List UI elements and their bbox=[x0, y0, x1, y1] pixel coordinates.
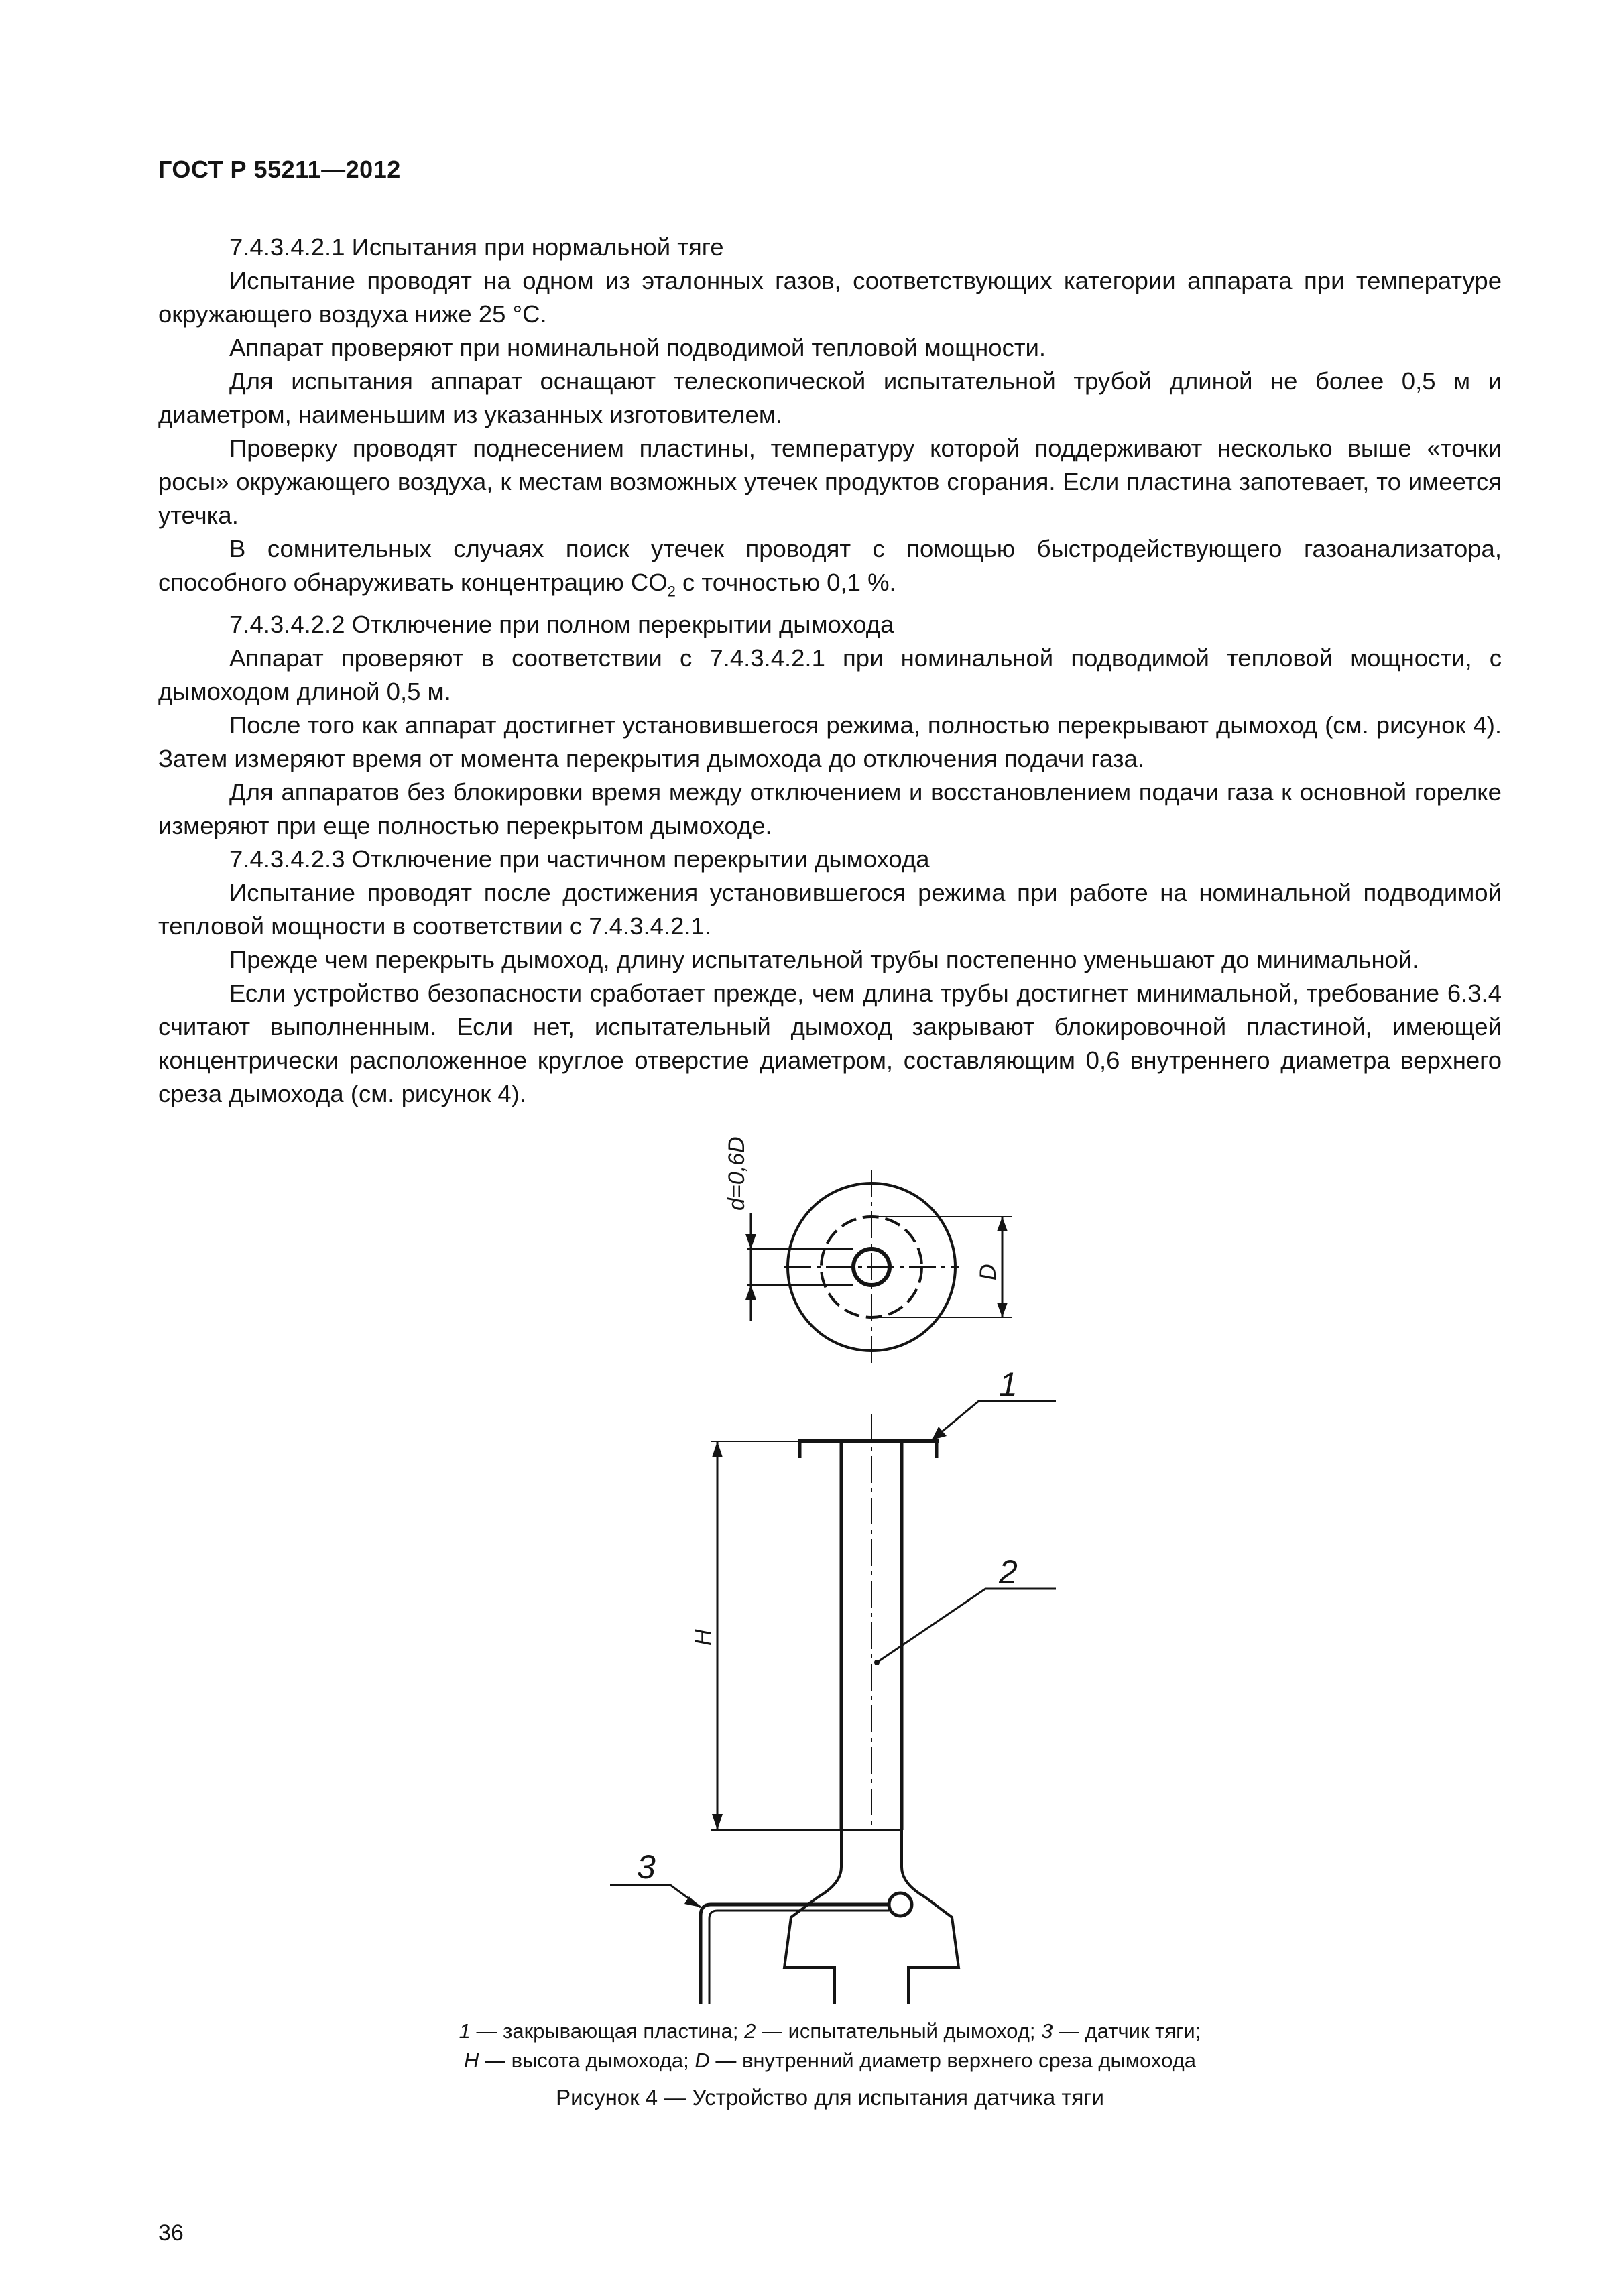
paragraph: Для испытания аппарат оснащают телескопической испытательной трубой длиной не более 0,5 м и диаметром, наименьшим из указанных изготовителем. bbox=[158, 367, 1502, 428]
callout-1: 1 bbox=[999, 1366, 1018, 1403]
legend-number: 3 bbox=[1041, 2019, 1053, 2043]
figure-legend bbox=[158, 2016, 1502, 2075]
paragraph: Аппарат проверяют в соответствии с 7.4.3.4.2.1 при номинальной подводимой тепловой мощности, с дымоходом длиной 0,5 м. bbox=[158, 644, 1502, 706]
legend-symbol: H bbox=[464, 2049, 479, 2072]
body-text bbox=[158, 231, 1502, 1111]
legend-number: 1 bbox=[459, 2019, 471, 2043]
legend-line-2 bbox=[158, 2046, 1502, 2075]
legend-text: — закрывающая пластина; bbox=[470, 2019, 745, 2043]
page-number: 36 bbox=[158, 2220, 184, 2246]
paragraph: Для аппаратов без блокировки время между отключением и восстановлением подачи газа к основной горелке измеряют при еще полностью перекрытом дымоходе. bbox=[158, 778, 1502, 840]
d-dimension-label: d=0,6D bbox=[724, 1136, 749, 1211]
d-arrow-bottom bbox=[745, 1285, 756, 1300]
leader-2 bbox=[877, 1589, 1056, 1663]
leader-1 bbox=[932, 1401, 1056, 1440]
callout-2: 2 bbox=[999, 1553, 1018, 1591]
section-heading: 7.4.3.4.2.3 Отключение при частичном перекрытии дымохода bbox=[229, 845, 930, 873]
draught-sensor-bulb bbox=[889, 1893, 912, 1916]
paragraph-text: с точностью 0,1 %. bbox=[675, 568, 896, 596]
legend-text: — внутренний диаметр верхнего среза дымохода bbox=[709, 2049, 1196, 2072]
figure-draft-test-device bbox=[469, 1133, 1341, 2004]
paragraph bbox=[158, 532, 1502, 608]
section-heading: 7.4.3.4.2.1 Испытания при нормальной тяге bbox=[229, 233, 724, 261]
appliance-outlet-right bbox=[902, 1830, 959, 2004]
D-dimension-label: D bbox=[975, 1264, 1001, 1280]
legend-line-1 bbox=[158, 2016, 1502, 2046]
paragraph-text: В сомнительных случаях поиск утечек проводят с помощью быстродействующего газоанализатора, способного обнаруживать концентрацию CO bbox=[158, 535, 1502, 596]
D-arrow-top bbox=[997, 1217, 1008, 1231]
sensor-capillary bbox=[701, 1905, 889, 2004]
H-dimension-label: H bbox=[690, 1629, 716, 1646]
paragraph: После того как аппарат достигнет установившегося режима, полностью перекрывают дымоход (см. рисунок 4). Затем измеряют время от момента перекрытия дымохода до отключения подачи газа. bbox=[158, 711, 1502, 773]
co2-subscript: 2 bbox=[667, 583, 676, 600]
figure-caption: Рисунок 4 — Устройство для испытания датчика тяги bbox=[556, 2085, 1104, 2110]
callout-3: 3 bbox=[637, 1848, 656, 1886]
D-arrow-bottom bbox=[997, 1303, 1008, 1317]
paragraph: Испытание проводят после достижения установившегося режима при работе на номинальной подводимой тепловой мощности в соответствии с 7.4.3.4.2.1. bbox=[158, 879, 1502, 941]
H-arrow-top bbox=[712, 1441, 723, 1457]
legend-number: 2 bbox=[744, 2019, 756, 2043]
paragraph: Испытание проводят на одном из эталонных газов, соответствующих категории аппарата при температуре окружающего воздуха ниже 25 °С. bbox=[158, 267, 1502, 328]
d-arrow-top bbox=[745, 1234, 756, 1249]
technical-drawing bbox=[469, 1133, 1341, 2004]
paragraph: Аппарат проверяют при номинальной подводимой тепловой мощности. bbox=[229, 334, 1046, 361]
legend-symbol: D bbox=[695, 2049, 710, 2072]
legend-text: — датчик тяги; bbox=[1053, 2019, 1201, 2043]
paragraph: Если устройство безопасности сработает прежде, чем длина трубы достигнет минимальной, требование 6.3.4 считают выполненным. Если нет, испытательный дымоход закрывают блокировочной пластиной, имеющей концентрически расположенное круглое отверстие диаметром, составляющим 0,6 внутреннего диаметра верхнего среза дымохода (см. рисунок 4). bbox=[158, 979, 1502, 1108]
legend-text: — высота дымохода; bbox=[479, 2049, 695, 2072]
legend-text: — испытательный дымоход; bbox=[756, 2019, 1042, 2043]
leader-2-dot bbox=[874, 1660, 880, 1665]
sensor-capillary-inner bbox=[709, 1911, 889, 2004]
H-arrow-bottom bbox=[712, 1814, 723, 1830]
paragraph: Проверку проводят поднесением пластины, температуру которой поддерживают несколько выше «точки росы» окружающего воздуха, к местам возможных утечек продуктов сгорания. Если пластина запотевает, то имеется утечка. bbox=[158, 434, 1502, 529]
paragraph: Прежде чем перекрыть дымоход, длину испытательной трубы постепенно уменьшают до минимальной. bbox=[229, 946, 1419, 974]
appliance-outlet-left bbox=[784, 1830, 841, 2004]
section-heading: 7.4.3.4.2.2 Отключение при полном перекрытии дымохода bbox=[229, 611, 894, 639]
document-code: ГОСТ Р 55211—2012 bbox=[158, 156, 401, 183]
